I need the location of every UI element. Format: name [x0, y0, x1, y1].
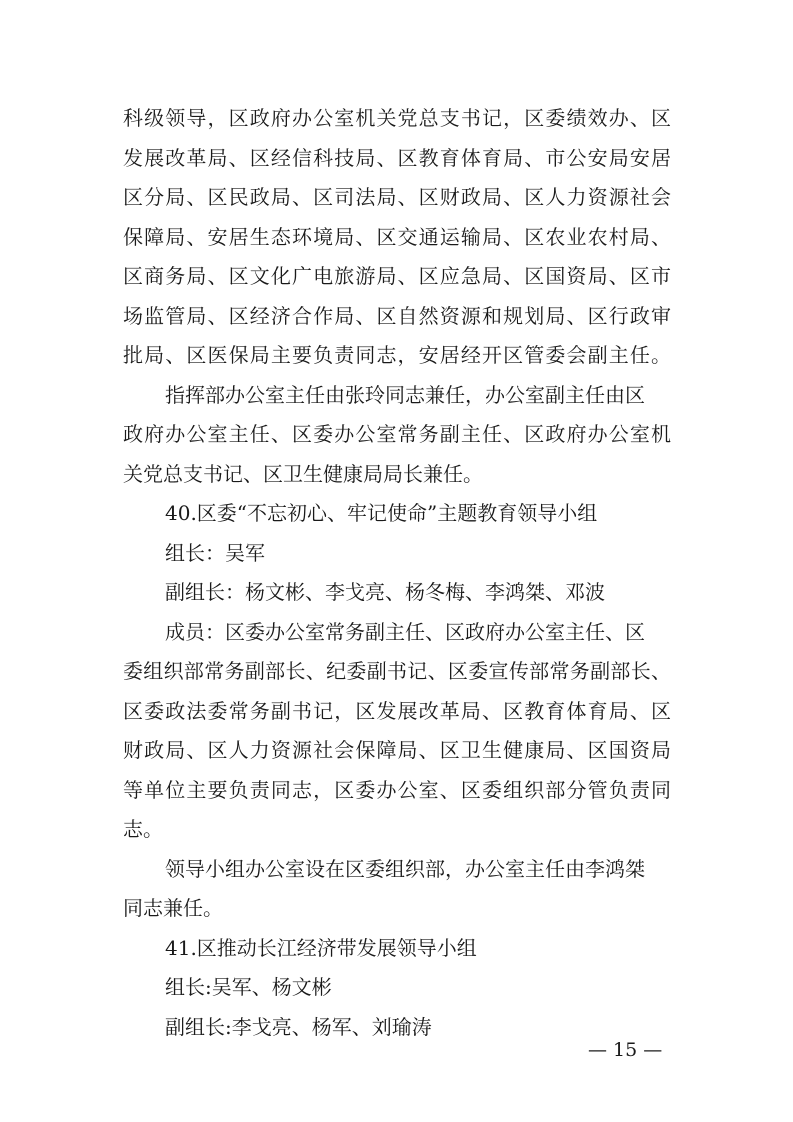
body-text-line: 发展改革局、区经信科技局、区教育体育局、市公安局安居 — [123, 145, 671, 170]
body-text-line: 科级领导，区政府办公室机关党总支书记，区委绩效办、区 — [123, 106, 671, 130]
page-number: — 15 — — [588, 1039, 663, 1061]
deputy-leader-line: 副组长：杨文彬、李戈亮、杨冬梅、李鸿桀、邓波 — [165, 580, 605, 604]
body-text-line: 保障局、安居生态环境局、区交通运输局、区农业农村局、 — [123, 224, 671, 249]
body-text-line: 等单位主要负责同志，区委办公室、区委组织部分管负责同 — [123, 777, 671, 802]
body-text-line: 区商务局、区文化广电旅游局、区应急局、区国资局、区市 — [123, 264, 671, 288]
body-text-line: 领导小组办公室设在区委组织部，办公室主任由李鸿桀 — [165, 856, 645, 881]
body-text-line: 志。 — [123, 817, 163, 841]
group-leader-line: 组长:吴军、杨文彬 — [165, 975, 332, 999]
members-line: 成员：区委办公室常务副主任、区政府办公室主任、区 — [165, 619, 645, 644]
body-text-line: 同志兼任。 — [123, 896, 223, 920]
body-text-line: 关党总支书记、区卫生健康局局长兼任。 — [123, 461, 483, 486]
body-text-line: 区委政法委常务副书记，区发展改革局、区教育体育局、区 — [123, 698, 671, 723]
body-text-line: 政府办公室主任、区委办公室常务副主任、区政府办公室机 — [123, 422, 671, 446]
body-text-line: 区分局、区民政局、区司法局、区财政局、区人力资源社会 — [123, 185, 671, 209]
group-leader-line: 组长：吴军 — [165, 540, 265, 565]
body-text-line: 批局、区医保局主要负责同志，安居经开区管委会副主任。 — [123, 343, 671, 367]
body-text-line: 财政局、区人力资源社会保障局、区卫生健康局、区国资局 — [123, 738, 671, 762]
section-heading: 41.区推动长江经济带发展领导小组 — [165, 935, 477, 960]
deputy-leader-line: 副组长:李戈亮、杨军、刘瑜涛 — [165, 1014, 432, 1039]
section-heading: 40.区委“不忘初心、牢记使命”主题教育领导小组 — [165, 501, 598, 525]
body-text-line: 场监管局、区经济合作局、区自然资源和规划局、区行政审 — [123, 303, 671, 328]
body-text-line: 委组织部常务副部长、纪委副书记、区委宣传部常务副部长、 — [123, 659, 671, 683]
body-text-line: 指挥部办公室主任由张玲同志兼任，办公室副主任由区 — [165, 382, 645, 407]
